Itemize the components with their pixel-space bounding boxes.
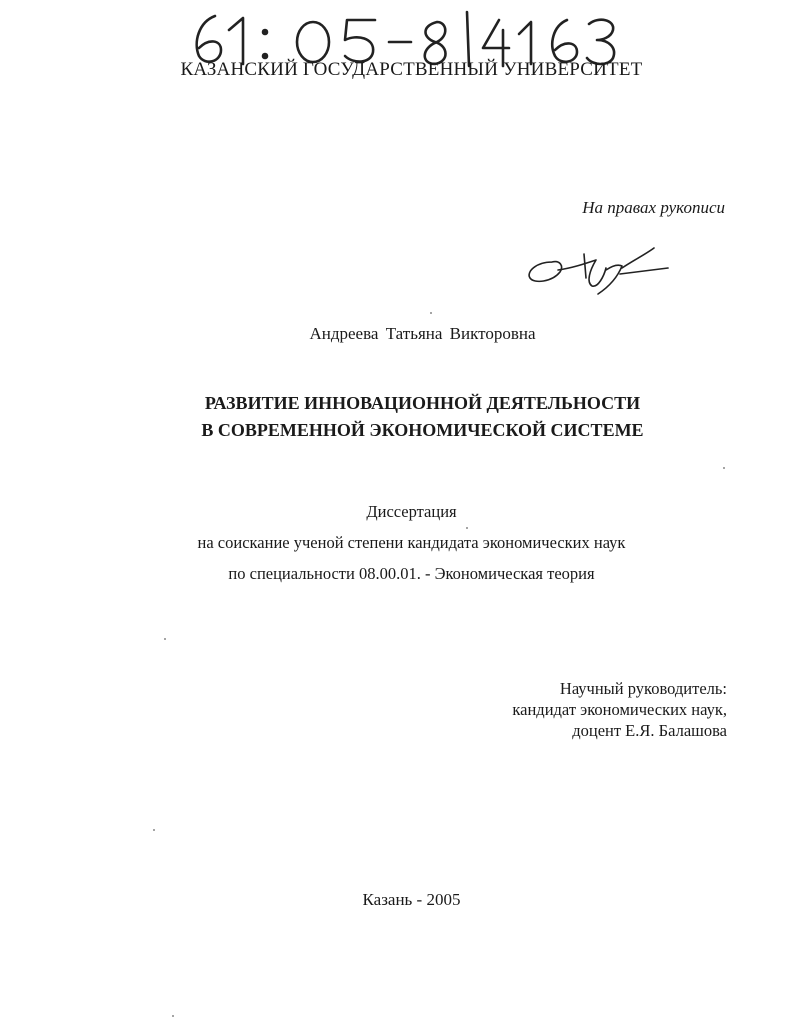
description-line: по специальности 08.00.01. - Экономическая теория (228, 564, 595, 583)
advisor-line: кандидат экономических наук, (512, 700, 727, 719)
description-line: на соискание ученой степени кандидата экономических наук (197, 533, 626, 552)
author-name: Андреева Татьяна Викторовна (309, 324, 536, 343)
dissertation-description (0, 496, 795, 589)
scientific-advisor (512, 678, 727, 741)
advisor-line: доцент Е.Я. Балашова (572, 721, 727, 740)
scan-speck (430, 312, 432, 314)
title-line: РАЗВИТИЕ ИННОВАЦИОННОЙ ДЕЯТЕЛЬНОСТИ (204, 393, 641, 413)
signature-drawing (522, 240, 672, 300)
dissertation-title (0, 390, 795, 444)
advisor-line: Научный руководитель: (559, 679, 727, 698)
scan-speck (466, 527, 468, 529)
handwritten-signature (522, 240, 672, 300)
scan-speck (172, 1015, 174, 1017)
scan-speck (164, 638, 166, 640)
city-year: Казань - 2005 (362, 890, 461, 909)
university-name: КАЗАНСКИЙ ГОСУДАРСТВЕННЫЙ УНИВЕРСИТЕТ (180, 59, 643, 80)
rights-note: На правах рукописи (582, 198, 725, 217)
description-line: Диссертация (366, 502, 457, 521)
scan-speck (723, 467, 725, 469)
scan-speck (153, 829, 155, 831)
title-line: В СОВРЕМЕННОЙ ЭКОНОМИЧЕСКОЙ СИСТЕМЕ (201, 420, 644, 440)
